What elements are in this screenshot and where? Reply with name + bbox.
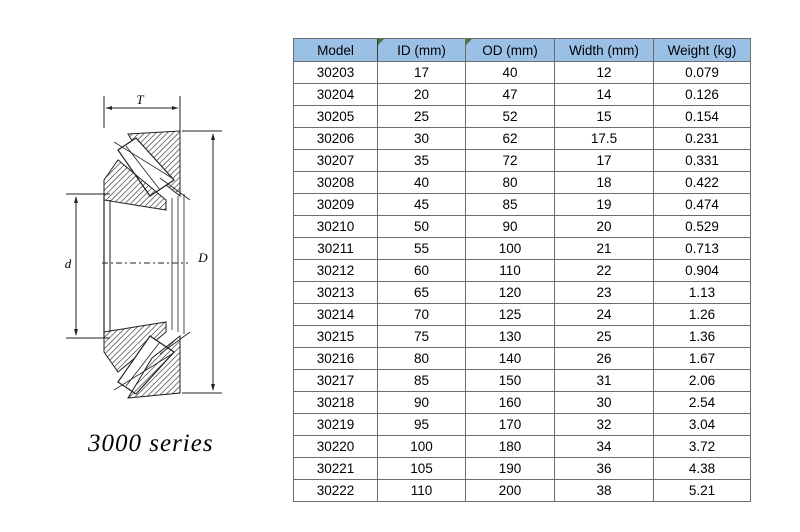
cell-width: 24	[555, 304, 654, 326]
cell-id: 90	[378, 392, 466, 414]
cell-weight: 0.079	[654, 62, 751, 84]
cell-od: 40	[466, 62, 555, 84]
cell-od: 120	[466, 282, 555, 304]
cell-model: 30209	[294, 194, 378, 216]
cell-model: 30219	[294, 414, 378, 436]
table-row	[294, 150, 751, 172]
table-row	[294, 458, 751, 480]
table-row	[294, 480, 751, 502]
cell-id: 100	[378, 436, 466, 458]
cell-od: 85	[466, 194, 555, 216]
dimension-label-d: d	[64, 256, 72, 271]
table-row	[294, 304, 751, 326]
cell-model: 30208	[294, 172, 378, 194]
table-row	[294, 238, 751, 260]
cell-id: 25	[378, 106, 466, 128]
cell-od: 200	[466, 480, 555, 502]
cell-model: 30218	[294, 392, 378, 414]
cell-weight: 1.26	[654, 304, 751, 326]
table-row	[294, 106, 751, 128]
table-row	[294, 414, 751, 436]
cell-id: 50	[378, 216, 466, 238]
cell-weight: 0.713	[654, 238, 751, 260]
cell-width: 17	[555, 150, 654, 172]
cell-model: 30204	[294, 84, 378, 106]
column-header-id: ID (mm)	[378, 39, 466, 62]
table-row	[294, 348, 751, 370]
dimension-label-T: T	[136, 92, 144, 107]
table-row	[294, 370, 751, 392]
cell-width: 38	[555, 480, 654, 502]
table-row	[294, 62, 751, 84]
table-header-row	[294, 39, 751, 62]
cell-width: 32	[555, 414, 654, 436]
column-header-weight: Weight (kg)	[654, 39, 751, 62]
cell-od: 140	[466, 348, 555, 370]
table-row	[294, 326, 751, 348]
cell-weight: 3.72	[654, 436, 751, 458]
cell-id: 40	[378, 172, 466, 194]
cell-weight: 4.38	[654, 458, 751, 480]
cell-od: 125	[466, 304, 555, 326]
cell-model: 30211	[294, 238, 378, 260]
cell-id: 20	[378, 84, 466, 106]
cell-weight: 0.154	[654, 106, 751, 128]
cell-model: 30205	[294, 106, 378, 128]
cell-id: 65	[378, 282, 466, 304]
cell-model: 30206	[294, 128, 378, 150]
table-row	[294, 84, 751, 106]
table-body	[294, 62, 751, 502]
cell-weight: 2.06	[654, 370, 751, 392]
series-caption: 3000 series	[88, 430, 214, 457]
cell-id: 35	[378, 150, 466, 172]
table-row	[294, 194, 751, 216]
cell-id: 95	[378, 414, 466, 436]
table-row	[294, 260, 751, 282]
cell-od: 110	[466, 260, 555, 282]
dimension-label-D: D	[198, 250, 208, 265]
cell-od: 160	[466, 392, 555, 414]
cell-id: 75	[378, 326, 466, 348]
cell-width: 23	[555, 282, 654, 304]
table-row	[294, 392, 751, 414]
cell-width: 34	[555, 436, 654, 458]
cell-id: 55	[378, 238, 466, 260]
cell-model: 30221	[294, 458, 378, 480]
bearing-spec-table	[293, 38, 751, 502]
tapered-roller-bearing-drawing	[60, 88, 230, 400]
table-row	[294, 216, 751, 238]
cell-od: 170	[466, 414, 555, 436]
column-header-model: Model	[294, 39, 378, 62]
cell-model: 30222	[294, 480, 378, 502]
cell-model: 30207	[294, 150, 378, 172]
cell-width: 12	[555, 62, 654, 84]
cell-width: 25	[555, 326, 654, 348]
cell-model: 30216	[294, 348, 378, 370]
column-header-od: OD (mm)	[466, 39, 555, 62]
cell-id: 105	[378, 458, 466, 480]
cell-id: 45	[378, 194, 466, 216]
cell-weight: 1.36	[654, 326, 751, 348]
cell-width: 21	[555, 238, 654, 260]
cell-id: 30	[378, 128, 466, 150]
cell-id: 110	[378, 480, 466, 502]
cell-od: 130	[466, 326, 555, 348]
column-header-width: Width (mm)	[555, 39, 654, 62]
cell-width: 31	[555, 370, 654, 392]
cell-weight: 5.21	[654, 480, 751, 502]
cell-weight: 0.422	[654, 172, 751, 194]
cell-od: 190	[466, 458, 555, 480]
cell-width: 20	[555, 216, 654, 238]
cell-weight: 0.231	[654, 128, 751, 150]
table-row	[294, 436, 751, 458]
cell-model: 30214	[294, 304, 378, 326]
cell-model: 30210	[294, 216, 378, 238]
cell-weight: 0.474	[654, 194, 751, 216]
cell-weight: 1.13	[654, 282, 751, 304]
cell-od: 180	[466, 436, 555, 458]
cell-od: 100	[466, 238, 555, 260]
cell-weight: 0.529	[654, 216, 751, 238]
cell-id: 80	[378, 348, 466, 370]
cell-width: 30	[555, 392, 654, 414]
cell-od: 62	[466, 128, 555, 150]
cell-model: 30217	[294, 370, 378, 392]
cell-model: 30203	[294, 62, 378, 84]
table-row	[294, 172, 751, 194]
cell-width: 18	[555, 172, 654, 194]
cell-model: 30220	[294, 436, 378, 458]
table-row	[294, 282, 751, 304]
cell-width: 22	[555, 260, 654, 282]
cell-width: 17.5	[555, 128, 654, 150]
cell-weight: 0.126	[654, 84, 751, 106]
cell-od: 80	[466, 172, 555, 194]
cell-weight: 0.331	[654, 150, 751, 172]
cell-width: 14	[555, 84, 654, 106]
cell-weight: 0.904	[654, 260, 751, 282]
cell-width: 19	[555, 194, 654, 216]
cell-od: 90	[466, 216, 555, 238]
cell-od: 150	[466, 370, 555, 392]
cell-od: 72	[466, 150, 555, 172]
cell-width: 26	[555, 348, 654, 370]
cell-id: 70	[378, 304, 466, 326]
table-row	[294, 128, 751, 150]
cell-weight: 3.04	[654, 414, 751, 436]
cell-id: 17	[378, 62, 466, 84]
cell-weight: 1.67	[654, 348, 751, 370]
cell-model: 30212	[294, 260, 378, 282]
cell-od: 52	[466, 106, 555, 128]
cell-model: 30213	[294, 282, 378, 304]
cell-model: 30215	[294, 326, 378, 348]
cell-od: 47	[466, 84, 555, 106]
cell-id: 85	[378, 370, 466, 392]
cell-id: 60	[378, 260, 466, 282]
cell-weight: 2.54	[654, 392, 751, 414]
cell-width: 15	[555, 106, 654, 128]
cell-width: 36	[555, 458, 654, 480]
